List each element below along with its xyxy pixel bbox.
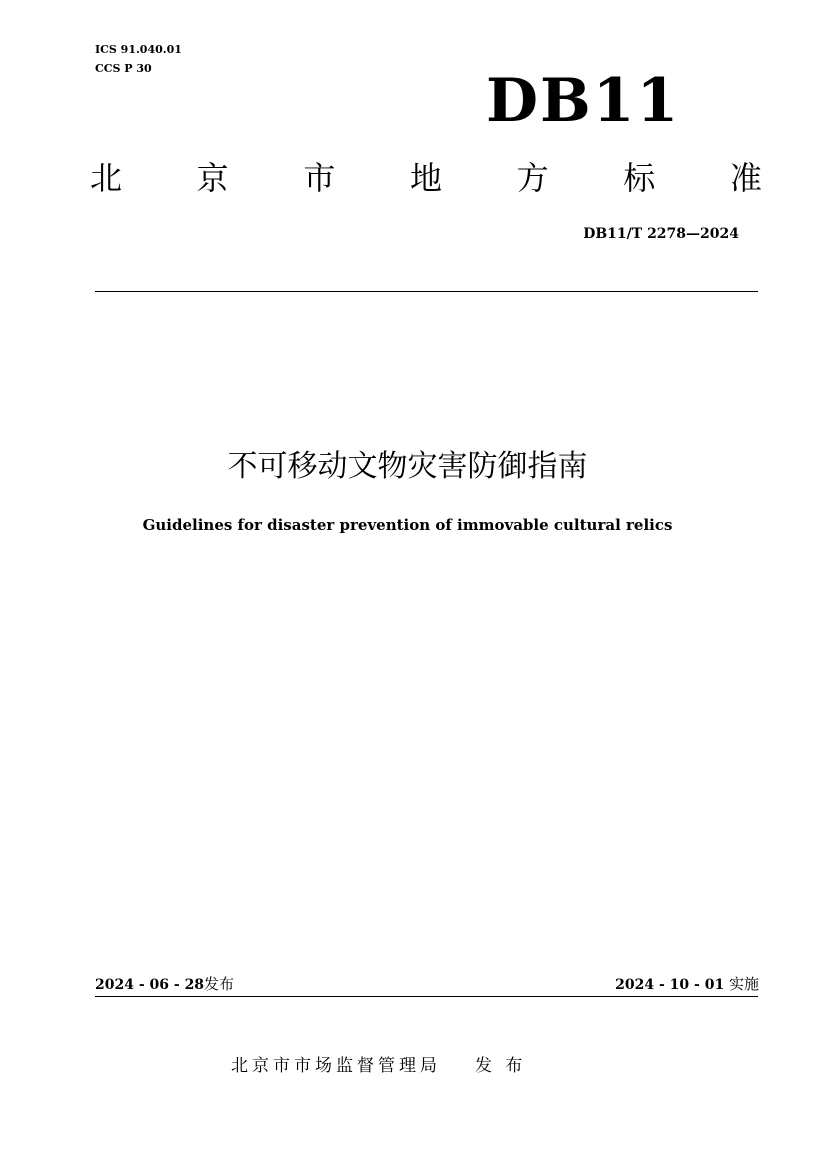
- implementation-date-block: [615, 974, 759, 995]
- standard-type-char: 准: [729, 159, 762, 197]
- issue-label: 发布: [204, 975, 235, 993]
- top-divider: [95, 291, 758, 292]
- document-title-chinese: 不可移动文物灾害防御指南: [227, 449, 588, 484]
- ics-code: ICS 91.040.01: [95, 43, 182, 56]
- standard-type-char: 标: [623, 159, 656, 197]
- standard-type-char: 市: [303, 159, 336, 197]
- issue-date: 2024 - 06 - 28: [95, 977, 205, 993]
- issue-date-block: [95, 974, 234, 995]
- bottom-divider: [95, 996, 758, 997]
- standard-type-char: 地: [409, 159, 442, 197]
- implementation-date: 2024 - 10 - 01: [615, 977, 725, 993]
- standard-type-heading: [90, 156, 762, 200]
- publisher-line: [231, 1054, 526, 1078]
- standard-type-char: 京: [196, 159, 229, 197]
- ccs-code: CCS P 30: [95, 62, 152, 75]
- standard-type-char: 北: [90, 159, 123, 197]
- document-title-english: Guidelines for disaster prevention of immovable cultural relics: [142, 516, 673, 534]
- classification-codes: [95, 40, 182, 78]
- standard-number: DB11/T 2278—2024: [583, 226, 739, 242]
- implementation-label: 实施: [728, 975, 759, 993]
- publisher-name: 北京市市场监督管理局: [231, 1056, 441, 1076]
- db-logo: DB11: [486, 66, 681, 136]
- standard-type-char: 方: [516, 159, 549, 197]
- publisher-action: 发 布: [475, 1056, 527, 1076]
